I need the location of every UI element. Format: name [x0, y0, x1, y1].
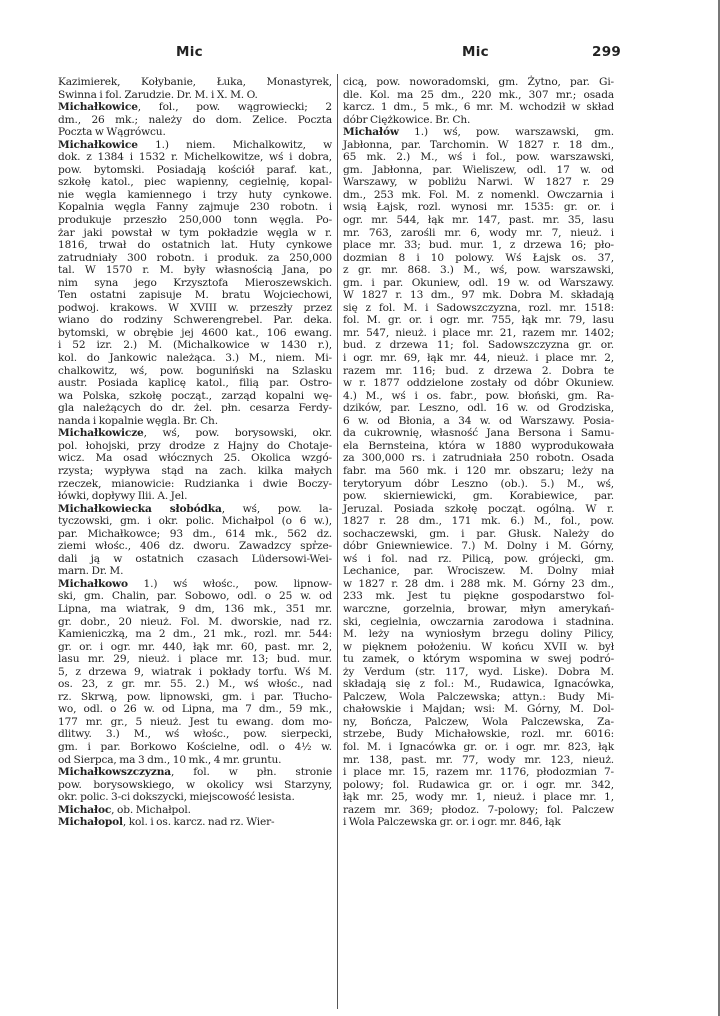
text-line: Jabłonna, par. Tarchomin. W 1827 r. 18 dm., [343, 138, 614, 151]
text-line: wś i fol. nad rz. Pilicą, pow. grójecki, gm. [343, 552, 614, 565]
text-line: dozmian 8 i 10 polowy. Wś Łajsk os. 37, [343, 251, 614, 264]
text-line: fol. M. gr. or. i ogr. mr. 755, łąk mr. 79, lasu [343, 314, 614, 327]
running-head-left: Mic [176, 44, 203, 60]
text-line: M. leży na wyniosłym brzegu doliny Pilicy, [343, 628, 614, 641]
text-line: da cukrownię, własność Jana Bersona i Samu- [343, 427, 614, 440]
text-line: mr. 547, nieuż. i place mr. 21, razem mr. 1402; [343, 326, 614, 339]
text-line: produkuje przeszło 250,000 tonn węgla. Po- [58, 214, 332, 227]
text-line: i ogr. mr. 69, łąk mr. 44, nieuż. i place mr. 2, [343, 352, 614, 365]
text-line: 233 mk. Jest tu piękne gospodarstwo fol- [343, 590, 614, 603]
text-line: pol. łohojski, przy drodze z Hajny do Chotaje- [58, 439, 332, 452]
text-line: rz. Skrwą, pow. lipnowski, gm. i par. Tłucho- [58, 690, 332, 703]
text-line: ela Bernsteina, która w 1880 wyprodukowała [343, 439, 614, 452]
text-line: dlitwy. 3.) M., wś włośc., pow. sierpecki, [58, 728, 332, 741]
running-head-center: Mic [462, 44, 489, 60]
right-column [343, 76, 614, 829]
text-line: W 1827 r. 13 dm., 97 mk. Dobra M. składają [343, 289, 614, 302]
text-line: marn. Dr. M. [58, 565, 124, 578]
text-line: 6 w. od Błonia, a 34 w. od Warszawy. Posia- [343, 414, 614, 427]
text-line: warczne, gorzelnia, browar, młyn amerykań- [343, 602, 614, 615]
left-column [58, 76, 332, 829]
text-line: tyczowski, gm. i okr. polic. Michałpol (o 6 w.), [58, 515, 332, 528]
text-line: Warszawy, w pobliżu Narwi. W 1827 r. 29 [343, 176, 614, 189]
text-line: Kamieniczką, ma 2 dm., 21 mk., rozl. mr. 544: [58, 628, 332, 641]
text-line: sochaczewski, gm. i par. Głusk. Należy do [343, 527, 614, 540]
text-line: Michałów 1.) wś, pow. warszawski, gm. [343, 126, 614, 139]
text-line: gr. or. i ogr. mr. 440, łąk mr. 60, past. mr. 2, [58, 640, 332, 653]
text-line: gm. i par. Okuniew, odl. 19 w. od Warszawy. [343, 276, 614, 289]
text-line: tal. W 1570 r. M. były własnością Jana, po [58, 264, 332, 277]
text-line: dali ją w ostatnich czasach Lüdersowi-Wei- [58, 552, 332, 565]
text-line: Kopalnia węgla Fanny zajmuje 230 robotn. i [58, 201, 332, 214]
text-line: rzysta; wypływa stąd na zach. kilka małych [58, 464, 332, 477]
text-line: w 1827 r. 28 dm. i 288 mk. M. Górny 23 dm., [343, 577, 614, 590]
text-line: Michałopol, kol. i os. karcz. nad rz. Wier- [58, 816, 275, 829]
text-line: Michałkowszczyzna, fol. w płn. stronie [58, 766, 332, 779]
text-line: kol. do Jankowic należąca. 3.) M., niem. Mi- [58, 352, 332, 365]
text-line: za 300,000 rs. i zatrudniała 250 robotn. Osada [343, 452, 614, 465]
text-line: terytoryum dóbr Leszno (ob.). 5.) M., wś, [343, 477, 614, 490]
text-line: Swinna i fol. Zarudzie. Dr. M. i X. M. O. [58, 88, 258, 101]
text-line: dm., 26 mk.; należy do dom. Zelice. Poczta [58, 113, 332, 126]
text-line: gla należących do dr. żel. płn. cesarza Ferdy- [58, 402, 332, 415]
text-line: ny, Bończa, Palczew, Wola Palczewska, Za- [343, 715, 614, 728]
text-line: razem mr. 369; płodoz. 7-polowy; fol. Palczew [343, 803, 614, 816]
text-line: Jeruzal. Posiada szkołę począt. ogólną. W r. [343, 502, 614, 515]
page-number: 299 [592, 44, 622, 60]
text-line: 5, z drzewa 9, wiatrak i pokłady torfu. Wś M. [58, 665, 332, 678]
text-line: pow. bytomski. Posiadają kościół paraf. kat., [58, 163, 332, 176]
text-line: dóbr Gniewniewice. 7.) M. Dolny i M. Górny, [343, 540, 614, 553]
text-line: ży Verdum (str. 117, wyd. Liske). Dobra M. [343, 665, 614, 678]
text-line: się z fol. M. i Sadowszczyzna, rozl. mr. 1518: [343, 301, 614, 314]
text-line: ogr. mr. 544, łąk mr. 147, past. mr. 35, lasu [343, 214, 614, 227]
text-line: place mr. 33; bud. mur. 1, z drzewa 16; pło- [343, 239, 614, 252]
text-line: nanda i kopalnie węgla. Br. Ch. [58, 414, 218, 427]
text-line: pow. skierniewicki, gm. Korabiewice, par. [343, 490, 614, 503]
text-line: składają się z fol.: M., Rudawica, Ignacówka, [343, 678, 614, 691]
text-line: w r. 1877 oddzielone zostały od dóbr Okuniew. [343, 377, 614, 390]
text-line: polowy; fol. Rudawica gr. or. i ogr. mr. 342, [343, 778, 614, 791]
text-line: dóbr Ciężkowice. Br. Ch. [343, 113, 471, 126]
text-line: chałowskie i Majdan; wsi: M. Górny, M. Dol- [343, 703, 614, 716]
text-line: gm. Jabłonna, par. Wieliszew, odl. 17 w. od [343, 163, 614, 176]
text-line: fol. M. i Ignacówka gr. or. i ogr. mr. 823, łąk [343, 740, 614, 753]
text-line: fabr. ma 560 mk. i 120 mr. obszaru; leży na [343, 464, 614, 477]
text-line: Kazimierek, Kołybanie, Łuka, Monastyrek, [58, 76, 332, 88]
text-line: żar jaki powstał w tym pokładzie węgla w r. [58, 226, 332, 239]
text-line: nie węgla kamiennego i trzy huty cynkowe. [58, 188, 332, 201]
text-line: 1827 r. 28 dm., 171 mk. 6.) M., fol., pow. [343, 515, 614, 528]
text-line: 4.) M., wś i os. fabr., pow. błoński, gm. Ra- [343, 389, 614, 402]
text-line: bytomski, w obrębie jej 4600 kat., 106 ewang. [58, 326, 332, 339]
text-line: Michałkowice, fol., pow. wągrowiecki; 2 [58, 101, 332, 114]
text-line: dok. z 1384 i 1532 r. Michelkowitze, wś i dobra, [58, 151, 332, 164]
text-line: wiano do rodziny Schwerengrebel. Par. deka. [58, 314, 332, 327]
text-line: ski, gm. Chalin, par. Sobowo, odl. o 25 w. od [58, 590, 332, 603]
text-line: Michałkowicze, wś, pow. borysowski, okr. [58, 427, 332, 440]
text-line: dzików, par. Leszno, odl. 16 w. od Grodziska, [343, 402, 614, 415]
text-line: os. 23, z gr. mr. 55. 2.) M., wś włośc., nad [58, 678, 332, 691]
text-line: mr. 763, zarośli mr. 6, wody mr. 7, nieuż. i [343, 226, 614, 239]
text-line: Lechanice, par. Wrociszew. M. Dolny miał [343, 565, 614, 578]
text-line: wo, odl. o 26 w. od Lipna, ma 7 dm., 59 mk., [58, 703, 332, 716]
text-line: Michałkowice 1.) niem. Michalkowitz, w [58, 138, 332, 151]
text-line: cicą, pow. noworadomski, gm. Żytno, par. Gi- [343, 76, 614, 88]
text-line: wa Polska, szkołę począt., zarząd kopalni wę- [58, 389, 332, 402]
text-line: gr. dobr., 20 nieuż. Fol. M. dworskie, nad rz. [58, 615, 332, 628]
text-line: mr. 138, past. mr. 77, wody mr. 123, nieuż. [343, 753, 614, 766]
text-line: ski, cegielnia, owczarnia zarodowa i stadnina. [343, 615, 614, 628]
text-line: Michałkowo 1.) wś włośc., pow. lipnow- [58, 577, 332, 590]
text-line: rzeczek, mianowicie: Rudzianka i dwie Boczy- [58, 477, 332, 490]
text-line: wsią Łajsk, rozl. wynosi mr. 1535: gr. or. i [343, 201, 614, 214]
text-line: lasu mr. 29, nieuż. i place mr. 13; bud. mur. [58, 653, 332, 666]
text-line: dm., 253 mk. Fol. M. z nomenkl. Owczarnia i [343, 188, 614, 201]
text-line: nim syna jego Krzysztofa Mieroszewskich. [58, 276, 332, 289]
text-line: karcz. 1 dm., 5 mk., 6 mr. M. wchodził w skład [343, 101, 614, 114]
text-line: chalkowitz, wś, pow. boguniński na Szlasku [58, 364, 332, 377]
text-line: i 52 izr. 2.) M. (Michalkowice w 1430 r.), [58, 339, 332, 352]
text-line: okr. polic. 3-ci dokszycki, miejscowość lesista. [58, 791, 295, 804]
text-line: austr. Posiada kaplicę katol., filią par. Ostro- [58, 377, 332, 390]
text-line: Poczta w Wągrówcu. [58, 126, 166, 139]
text-line: 65 mk. 2.) M., wś i fol., pow. warszawski, [343, 151, 614, 164]
text-line: od Sierpca, ma 3 dm., 10 mk., 4 mr. gruntu. [58, 753, 282, 766]
text-line: dle. Kol. ma 25 dm., 220 mk., 307 mr.; osada [343, 88, 614, 101]
text-line: razem mr. 116; bud. z drzewa 2. Dobra te [343, 364, 614, 377]
text-line: Ten ostatni zapisuje M. bratu Wojciechowi, [58, 289, 332, 302]
text-line: w pięknem położeniu. W końcu XVII w. był [343, 640, 614, 653]
text-line: 177 mr. gr., 5 nieuż. Jest tu ewang. dom mo- [58, 715, 332, 728]
text-line: pow. borysowskiego, w okolicy wsi Starzyny, [58, 778, 332, 791]
text-line: i place mr. 15, razem mr. 1176, płodozmian 7- [343, 766, 614, 779]
text-line: zatrudniały 300 robotn. i produk. za 250,000 [58, 251, 332, 264]
text-line: z gr. mr. 868. 3.) M., wś, pow. warszawski, [343, 264, 614, 277]
text-line: szkołę katol., piec wapienny, cegielnię, kopal- [58, 176, 332, 189]
text-line: ziemi włośc., 406 dz. dworu. Zawadzcy spr̓ze- [58, 540, 332, 553]
text-line: wicz. Ma osad włócznych 25. Okolica wzgó- [58, 452, 332, 465]
text-line: łąk mr. 25, wody mr. 1, nieuż. i place mr. 1, [343, 791, 614, 804]
text-line: łówki, dopływy Ilii. A. Jel. [58, 490, 188, 503]
column-separator [337, 74, 338, 1009]
text-line: gm. i par. Borkowo Kościelne, odl. o 4½ w. [58, 740, 332, 753]
text-line: Palczew, Wola Palczewska; attyn.: Budy Mi- [343, 690, 614, 703]
text-line: bud. z drzewa 11; fol. Sadowszczyzna gr. or. [343, 339, 614, 352]
text-line: tu zamek, o którym wspomina w swej podró- [343, 653, 614, 666]
text-line: 1816, trwał do ostatnich lat. Huty cynkowe [58, 239, 332, 252]
text-line: Michałkowiecka słobódka, wś, pow. la- [58, 502, 332, 515]
text-line: strzebe, Budy Michałowskie, rozl. mr. 6016: [343, 728, 614, 741]
text-line: Lipna, ma wiatrak, 9 dm, 136 mk., 351 mr. [58, 602, 332, 615]
text-line: par. Michałkowce; 93 dm., 614 mk., 562 dz. [58, 527, 332, 540]
text-line: podwoj. krakows. W XVIII w. przeszły przez [58, 301, 332, 314]
text-line: Michałoc, ob. Michałpol. [58, 803, 191, 816]
text-line: i Wola Palczewska gr. or. i ogr. mr. 846, łąk [343, 816, 561, 829]
